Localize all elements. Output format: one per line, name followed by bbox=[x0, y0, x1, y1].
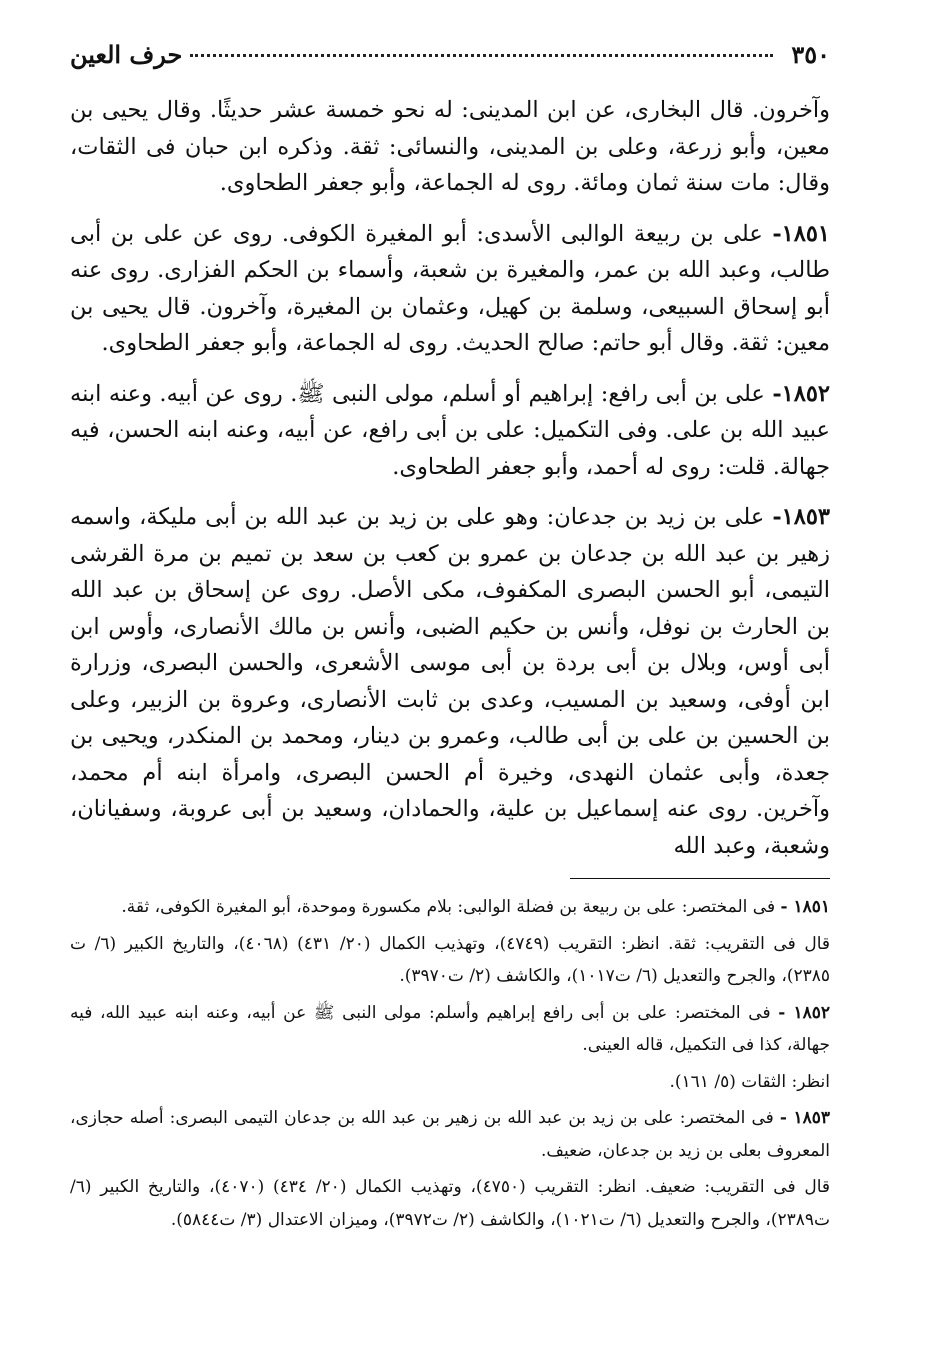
entry-text: على بن أبى رافع: إبراهيم أو أسلم، مولى النبى ﷺ. روى عن أبيه. وعنه ابنه عبيد الله بن على. وفى التكميل: على بن أبى رافع، عن أبيه، وعنه ابنه الحسن، فيه جهالة. قلت: روى له أحمد، وأبو جعفر الطحاوى. bbox=[70, 380, 830, 480]
entry-number: ١٨٥١- bbox=[772, 220, 830, 247]
page-number: ٣٥٠ bbox=[791, 40, 830, 69]
footnote-1852-reference: انظر: الثقات (٥/ ١٦١). bbox=[669, 1071, 830, 1092]
footnote-text: فى المختصر: على بن ربيعة بن فضلة الوالبى: بلام مكسورة وموحدة، أبو المغيرة الكوفى، ثقة. bbox=[121, 897, 776, 917]
entry-text: على بن زيد بن جدعان: وهو على بن زيد بن عبد الله بن أبى مليكة، واسمه زهير بن عبد الله بن جدعان بن عمرو بن كعب بن سعد بن تميم بن مرة القرشى التيمى، أبو الحسن البصرى المكفوف، مكى الأصل. روى عن إسحاق بن عبد الله بن الحارث بن نوفل، وأنس بن حكيم الضبى، وأنس بن مالك الأنصارى، وأوس ابن أبى أوس، وبلال بن أبى بردة بن أبى موسى الأشعرى، والحسن البصرى، وزرارة ابن أوفى، وسعيد بن المسيب، وعدى بن ثابت الأنصارى، وعروة بن الزبير، وعلى بن الحسين بن على بن أبى طالب، وعمرو بن دينار، ومحمد بن المنكدر، ويحيى بن جعدة، وأبى عثمان النهدى، وخيرة أم الحسن البصرى، وامرأة ابنه أم محمد، وآخرين. روى عنه إسماعيل بن علية، والحمادان، وسعيد بن أبى عروبة، وسفيانان، وشعبة، وعبد الله bbox=[70, 504, 830, 859]
footnote-divider bbox=[570, 878, 830, 879]
entry-number: ١٨٥٢- bbox=[772, 380, 830, 407]
footnote-number: ١٨٥٢ - bbox=[778, 1002, 830, 1023]
main-text bbox=[70, 92, 830, 864]
entry-number: ١٨٥٣- bbox=[772, 504, 831, 530]
footnote-text: فى المختصر: على بن أبى رافع إبراهيم وأسلم: مولى النبى ﷺ عن أبيه، وعنه ابنه عبيد الله، فيه جهالة، كذا فى التكميل، قاله العينى. bbox=[70, 1002, 830, 1055]
leader-dots bbox=[190, 54, 773, 57]
entry-1851 bbox=[70, 216, 830, 362]
footnote-number: ١٨٥١ - bbox=[780, 897, 830, 917]
running-head bbox=[70, 40, 830, 82]
entry-1853 bbox=[70, 499, 830, 864]
footnote-text: فى المختصر: على بن زيد بن عبد الله بن زهير بن عبد الله بن جدعان التيمى البصرى: أصله حجازى، المعروف بعلى بن زيد بن جدعان، ضعيف. bbox=[70, 1108, 830, 1161]
entry-text: على بن ربيعة الوالبى الأسدى: أبو المغيرة الكوفى. روى عن على بن أبى طالب، وعبد الله بن عمر، والمغيرة بن شعبة، وأسماء بن الحكم الفزارى. روى عنه أبو إسحاق السبيعى، وسلمة بن كهيل، وعثمان بن المغيرة، وآخرون. قال يحيى بن معين: ثقة. وقال أبو حاتم: صالح الحديث. روى له الجماعة، وأبو جعفر الطحاوى. bbox=[70, 220, 830, 356]
continuation-paragraph: وآخرون. قال البخارى، عن ابن المدينى: له نحو خمسة عشر حديثًا. وقال يحيى بن معين، وأبو زرعة، وعلى بن المدينى، والنسائى: ثقة. وذكره ابن حبان فى الثقات، وقال: مات سنة ثمان ومائة. روى له الجماعة، وأبو جعفر الطحاوى. bbox=[70, 97, 830, 196]
book-page bbox=[70, 40, 830, 1340]
entry-1852 bbox=[70, 376, 830, 486]
section-title: حرف العين bbox=[70, 40, 183, 69]
footnote-1851-reference: قال فى التقريب: ثقة. انظر: التقريب (٤٧٤٩)، وتهذيب الكمال (٢٠/ ٤٣١) (٤٠٦٨)، والتاريخ الكبير (٦/ ت ٢٣٨٥)، والجرح والتعديل (٦/ ت١٠١٧)، والكاشف (٢/ ت٣٩٧٠). bbox=[70, 933, 831, 986]
footnote-1853-reference: قال فى التقريب: ضعيف. انظر: التقريب (٤٧٥٠)، وتهذيب الكمال (٢٠/ ٤٣٤) (٤٠٧٠)، والتاريخ الكبير (٦/ ت٢٣٨٩)، والجرح والتعديل (٦/ ت١٠٢١)، والكاشف (٢/ ت٣٩٧٢)، وميزان الاعتدال (٣/ ت٥٨٤٤). bbox=[70, 1177, 830, 1230]
footnote-1853 bbox=[70, 1102, 830, 1167]
footnote-1851 bbox=[70, 891, 830, 924]
footnote-1852 bbox=[70, 997, 830, 1062]
footnote-number: ١٨٥٣ - bbox=[779, 1108, 830, 1128]
footnotes bbox=[70, 891, 830, 1236]
